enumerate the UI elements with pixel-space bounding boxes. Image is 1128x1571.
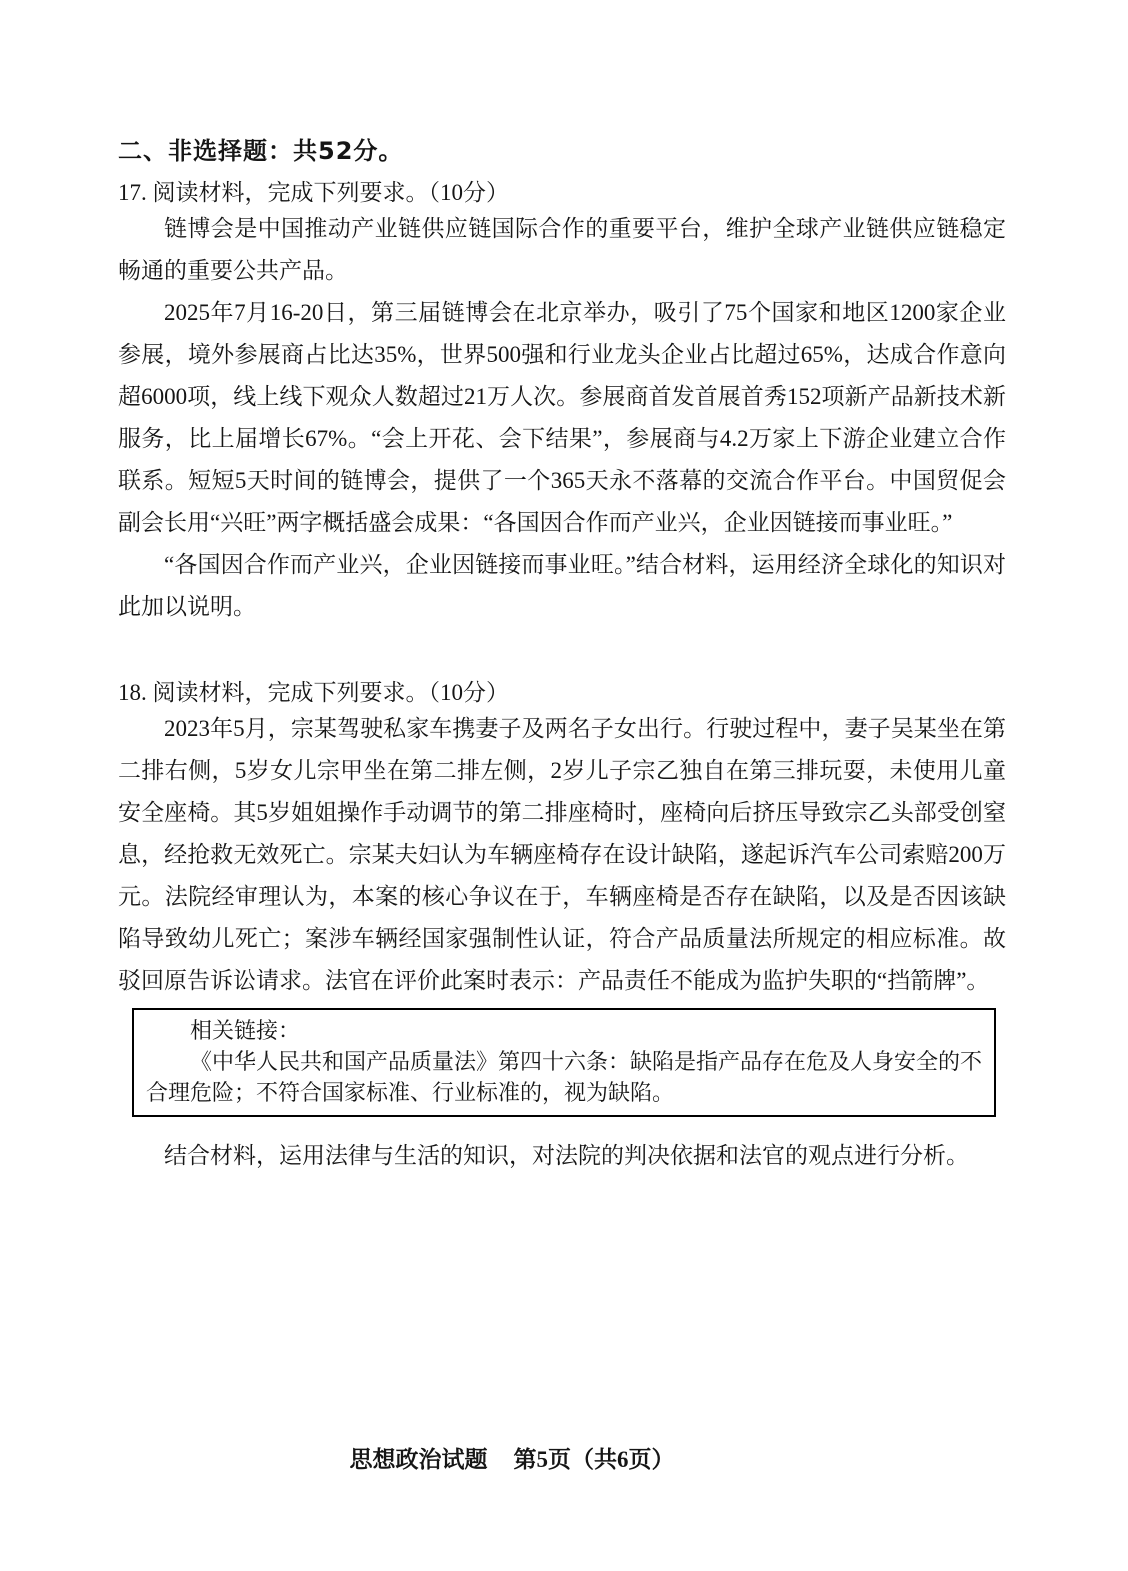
question-17-heading: 17. 阅读材料，完成下列要求。（10分） bbox=[118, 180, 509, 205]
question-18 bbox=[118, 678, 1006, 1177]
question-17 bbox=[118, 178, 1006, 628]
question-18-prompt-wrap bbox=[118, 1135, 1006, 1177]
page-content bbox=[118, 136, 1006, 1177]
related-links-box bbox=[132, 1008, 996, 1117]
footer-page-number: 第5页（共6页） bbox=[513, 1447, 675, 1472]
related-links-content: 《中华人民共和国产品质量法》第四十六条：缺陷是指产品存在危及人身安全的不合理危险；不符合国家标准、行业标准的，视为缺陷。 bbox=[146, 1049, 983, 1105]
page-footer bbox=[0, 1446, 1128, 1474]
section-heading: 二、非选择题：共52分。 bbox=[118, 137, 404, 165]
question-18-heading: 18. 阅读材料，完成下列要求。（10分） bbox=[118, 680, 509, 705]
question-18-prompt: 结合材料，运用法律与生活的知识，对法院的判决依据和法官的观点进行分析。 bbox=[164, 1143, 969, 1168]
related-links-title: 相关链接： bbox=[190, 1018, 301, 1043]
question-18-paragraph-1: 2023年5月，宗某驾驶私家车携妻子及两名子女出行。行驶过程中，妻子吴某坐在第二排右侧，5岁女儿宗甲坐在第二排左侧，2岁儿子宗乙独自在第三排玩耍，未使用儿童安全座椅。其5岁姐姐操作手动调节的第二排座椅时，座椅向后挤压导致宗乙头部受创窒息，经抢救无效死亡。宗某夫妇认为车辆座椅存在设计缺陷，遂起诉汽车公司索赔200万元。法院经审理认为，本案的核心争议在于，车辆座椅是否存在缺陷，以及是否因该缺陷导致幼儿死亡；案涉车辆经国家强制性认证，符合产品质量法所规定的相应标准。故驳回原告诉讼请求。法官在评价此案时表示：产品责任不能成为监护失职的“挡箭牌”。 bbox=[118, 716, 1006, 993]
question-17-paragraph-1: 链博会是中国推动产业链供应链国际合作的重要平台，维护全球产业链供应链稳定畅通的重要公共产品。 bbox=[118, 216, 1006, 283]
footer-subject: 思想政治试题 bbox=[349, 1447, 488, 1472]
question-17-paragraph-2: 2025年7月16-20日，第三届链博会在北京举办，吸引了75个国家和地区1200家企业参展，境外参展商占比达35%，世界500强和行业龙头企业占比超过65%，达成合作意向超6000项，线上线下观众人数超过21万人次。参展商首发首展首秀152项新产品新技术新服务，比上届增长67%。“会上开花、会下结果”，参展商与4.2万家上下游企业建立合作联系。短短5天时间的链博会，提供了一个365天永不落幕的交流合作平台。中国贸促会副会长用“兴旺”两字概括盛会成果：“各国因合作而产业兴，企业因链接而事业旺。” bbox=[118, 300, 1007, 535]
question-17-material bbox=[118, 208, 1006, 628]
question-18-material bbox=[118, 708, 1006, 1002]
question-17-prompt: “各国因合作而产业兴，企业因链接而事业旺。”结合材料，运用经济全球化的知识对此加以说明。 bbox=[118, 552, 1006, 619]
